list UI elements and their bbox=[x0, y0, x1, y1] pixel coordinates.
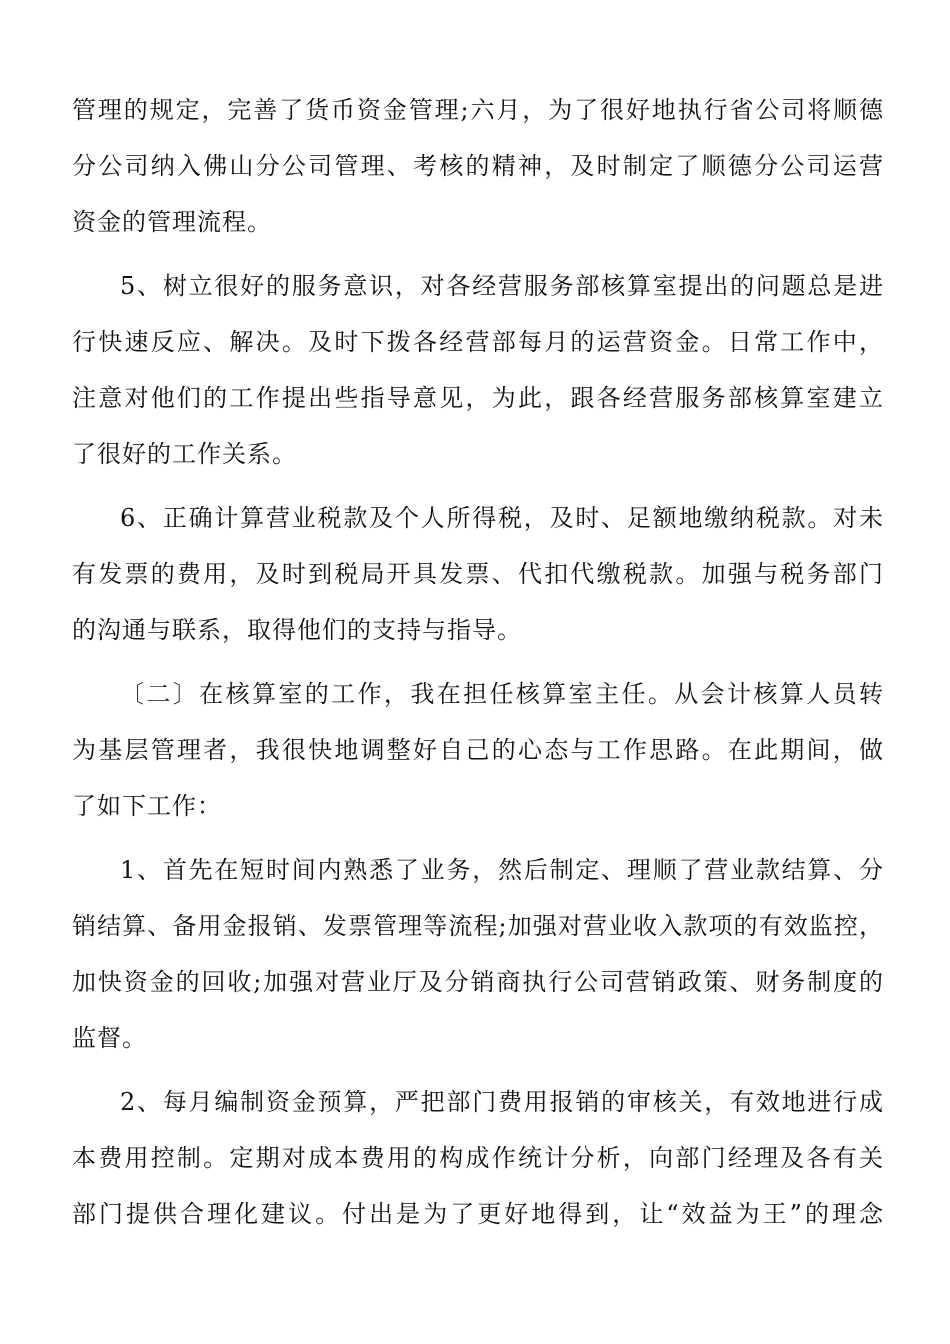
paragraph-currency-management bbox=[72, 82, 884, 250]
text-line: 的沟通与联系，取得他们的支持与指导。 bbox=[72, 616, 522, 644]
text-line: 管理的规定，完善了货币资金管理;六月，为了很好地执行省公司将顺德 bbox=[72, 96, 884, 124]
paragraph-section-2-accounting-office bbox=[72, 666, 884, 834]
text-line: 有发票的费用，及时到税局开具发票、代扣代缴税款。加强与税务部门 bbox=[72, 560, 884, 588]
text-line: 分公司纳入佛山分公司管理、考核的精神，及时制定了顺德分公司运营 bbox=[72, 152, 884, 180]
text-line: 行快速反应、解决。及时下拨各经营部每月的运营资金。日常工作中， bbox=[72, 328, 884, 356]
text-line: 本费用控制。定期对成本费用的构成作统计分析，向部门经理及各有关 bbox=[72, 1144, 884, 1172]
text-line: 加快资金的回收;加强对营业厅及分销商执行公司营销政策、财务制度的 bbox=[72, 968, 884, 996]
text-line: 5、树立很好的服务意识，对各经营服务部核算室提出的问题总是进 bbox=[120, 272, 884, 300]
paragraph-item-5-service bbox=[72, 258, 884, 482]
text-line: 为基层管理者，我很快地调整好自己的心态与工作思路。在此期间，做 bbox=[72, 736, 884, 764]
text-line: 1、首先在短时间内熟悉了业务，然后制定、理顺了营业款结算、分 bbox=[120, 856, 884, 884]
text-line: 〔二〕在核算室的工作，我在担任核算室主任。从会计核算人员转 bbox=[120, 680, 884, 708]
text-line: 2、每月编制资金预算，严把部门费用报销的审核关，有效地进行成 bbox=[120, 1088, 884, 1116]
text-line: 了很好的工作关系。 bbox=[72, 440, 297, 468]
text-line: 注意对他们的工作提出些指导意见，为此，跟各经营服务部核算室建立 bbox=[72, 384, 884, 412]
text-line: 了如下工作： bbox=[72, 792, 222, 820]
paragraph-item-1-business bbox=[72, 842, 884, 1066]
text-line: 销结算、备用金报销、发票管理等流程;加强对营业收入款项的有效监控， bbox=[72, 912, 884, 940]
paragraph-item-2-budget bbox=[72, 1074, 884, 1242]
document-page bbox=[72, 82, 884, 1242]
text-line: 资金的管理流程。 bbox=[72, 208, 272, 236]
text-line: 部门提供合理化建议。付出是为了更好地得到，让“效益为王”的理念 bbox=[72, 1200, 884, 1228]
text-line: 监督。 bbox=[72, 1024, 147, 1052]
paragraph-item-6-tax bbox=[72, 490, 884, 658]
text-line: 6、正确计算营业税款及个人所得税，及时、足额地缴纳税款。对未 bbox=[120, 504, 884, 532]
